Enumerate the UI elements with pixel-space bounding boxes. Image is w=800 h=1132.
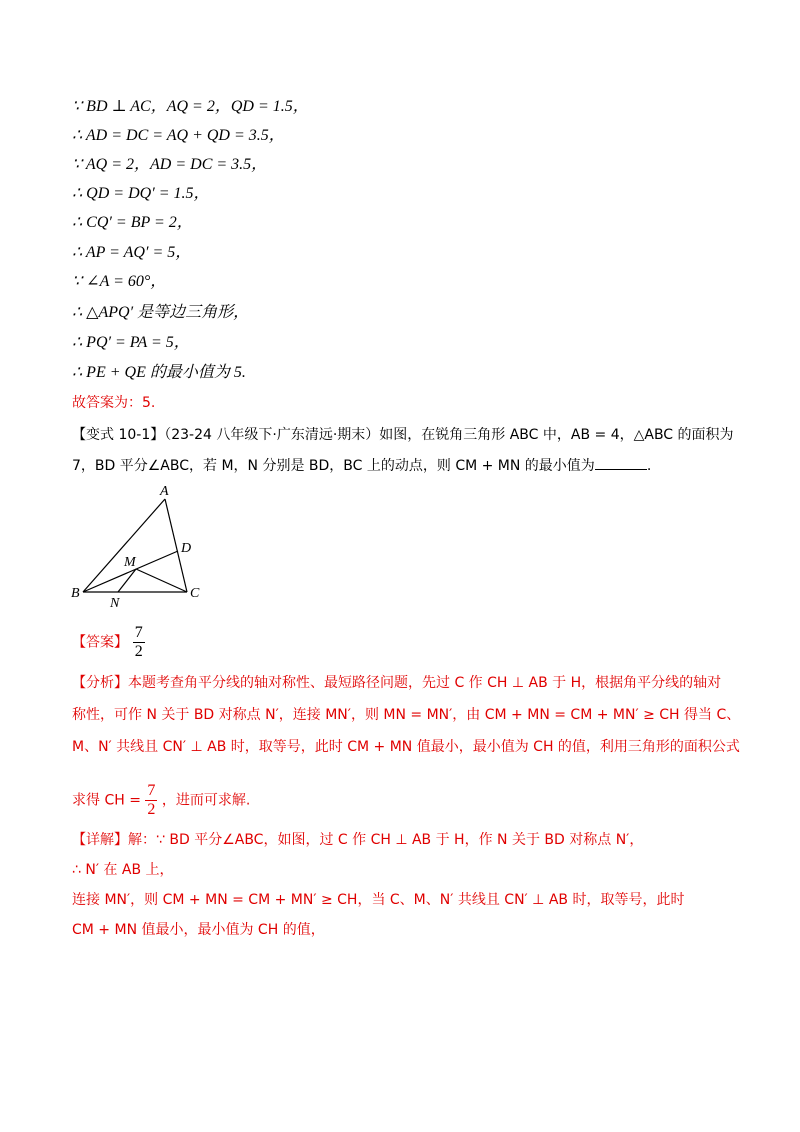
segment-ba — [83, 499, 165, 592]
answer-denominator: 2 — [134, 643, 143, 660]
answer-fraction — [133, 624, 145, 661]
answer-statement: 故答案为：5. — [72, 395, 156, 411]
label-m: M — [124, 555, 136, 570]
triangle-figure — [68, 482, 218, 610]
proof-line-10: ∴ PE + QE 的最小值为 5. — [72, 364, 246, 381]
detail-line-4: CM + MN 值最小，最小值为 CH 的值， — [72, 922, 325, 938]
proof-line-8: ∴ △APQ′ 是等边三角形， — [72, 304, 250, 321]
label-d: D — [181, 541, 192, 556]
answer-tag: 【答案】 — [72, 634, 128, 651]
detail-text-1: 解：∵ BD 平分∠ABC，如图，过 C 作 CH ⊥ AB 于 H，作 N 关于 BD 对称点 N′， — [128, 832, 644, 848]
proof-line-3: ∵ AQ = 2，AD = DC = 3.5， — [72, 156, 268, 173]
analysis-numerator: 7 — [147, 782, 156, 799]
problem-text-1: 如图，在锐角三角形 ABC 中，AB = 4，△ABC 的面积为 — [379, 427, 734, 443]
problem-text-2-end: . — [646, 458, 652, 474]
analysis-line-2: 称性，可作 N 关于 BD 对称点 N′，连接 MN′，则 MN = MN′，由 CM + MN = CM + MN′ ≥ CH 得当 C、 — [72, 707, 741, 723]
analysis-fraction — [145, 782, 157, 819]
analysis-line-4 — [72, 782, 250, 819]
analysis-tag: 【分析】 — [72, 675, 128, 691]
segment-mc — [136, 569, 187, 592]
answer-numerator: 7 — [134, 624, 143, 641]
analysis-text-4a: 求得 CH = — [72, 792, 141, 809]
detail-line-1 — [72, 830, 643, 850]
proof-line-4: ∴ QD = DQ′ = 1.5， — [72, 185, 210, 202]
proof-line-6: ∴ AP = AQ′ = 5， — [72, 244, 192, 261]
answer-blank — [595, 455, 647, 470]
proof-line-1: ∵ BD ⊥ AC，AQ = 2，QD = 1.5， — [72, 98, 309, 115]
problem-text-2: 7，BD 平分∠ABC，若 M，N 分别是 BD，BC 上的动点，则 CM + MN 的最小值为 — [72, 458, 595, 474]
proof-line-2: ∴ AD = DC = AQ + QD = 3.5， — [72, 127, 285, 144]
answer-row — [72, 624, 145, 661]
problem-source: （23-24 八年级下·广东清远·期末） — [164, 427, 380, 443]
proof-line-5: ∴ CQ′ = BP = 2， — [72, 214, 193, 231]
label-n: N — [110, 596, 120, 610]
problem-tag: 【变式 10-1】 — [72, 427, 165, 443]
label-c: C — [190, 586, 200, 601]
problem-line-1 — [72, 425, 734, 445]
analysis-line-3: M、N′ 共线且 CN′ ⊥ AB 时，取等号，此时 CM + MN 值最小，最小值为 CH 的值，利用三角形的面积公式 — [72, 739, 740, 755]
detail-line-3: 连接 MN′，则 CM + MN = CM + MN′ ≥ CH，当 C、M、N′ 共线且 CN′ ⊥ AB 时，取等号，此时 — [72, 892, 685, 908]
label-b: B — [71, 586, 80, 601]
analysis-text-4b: ，进而可求解. — [161, 792, 251, 809]
analysis-text-1: 本题考查角平分线的轴对称性、最短路径问题，先过 C 作 CH ⊥ AB 于 H，根据角平分线的轴对 — [128, 675, 722, 691]
detail-tag: 【详解】 — [72, 832, 128, 848]
proof-line-7: ∵ ∠A = 60°， — [72, 273, 167, 290]
label-a: A — [160, 484, 169, 499]
problem-line-2 — [72, 455, 651, 476]
analysis-denominator: 2 — [147, 801, 156, 818]
detail-line-2: ∴ N′ 在 AB 上， — [72, 862, 174, 878]
analysis-line-1 — [72, 673, 721, 693]
proof-line-9: ∴ PQ′ = PA = 5， — [72, 334, 190, 351]
